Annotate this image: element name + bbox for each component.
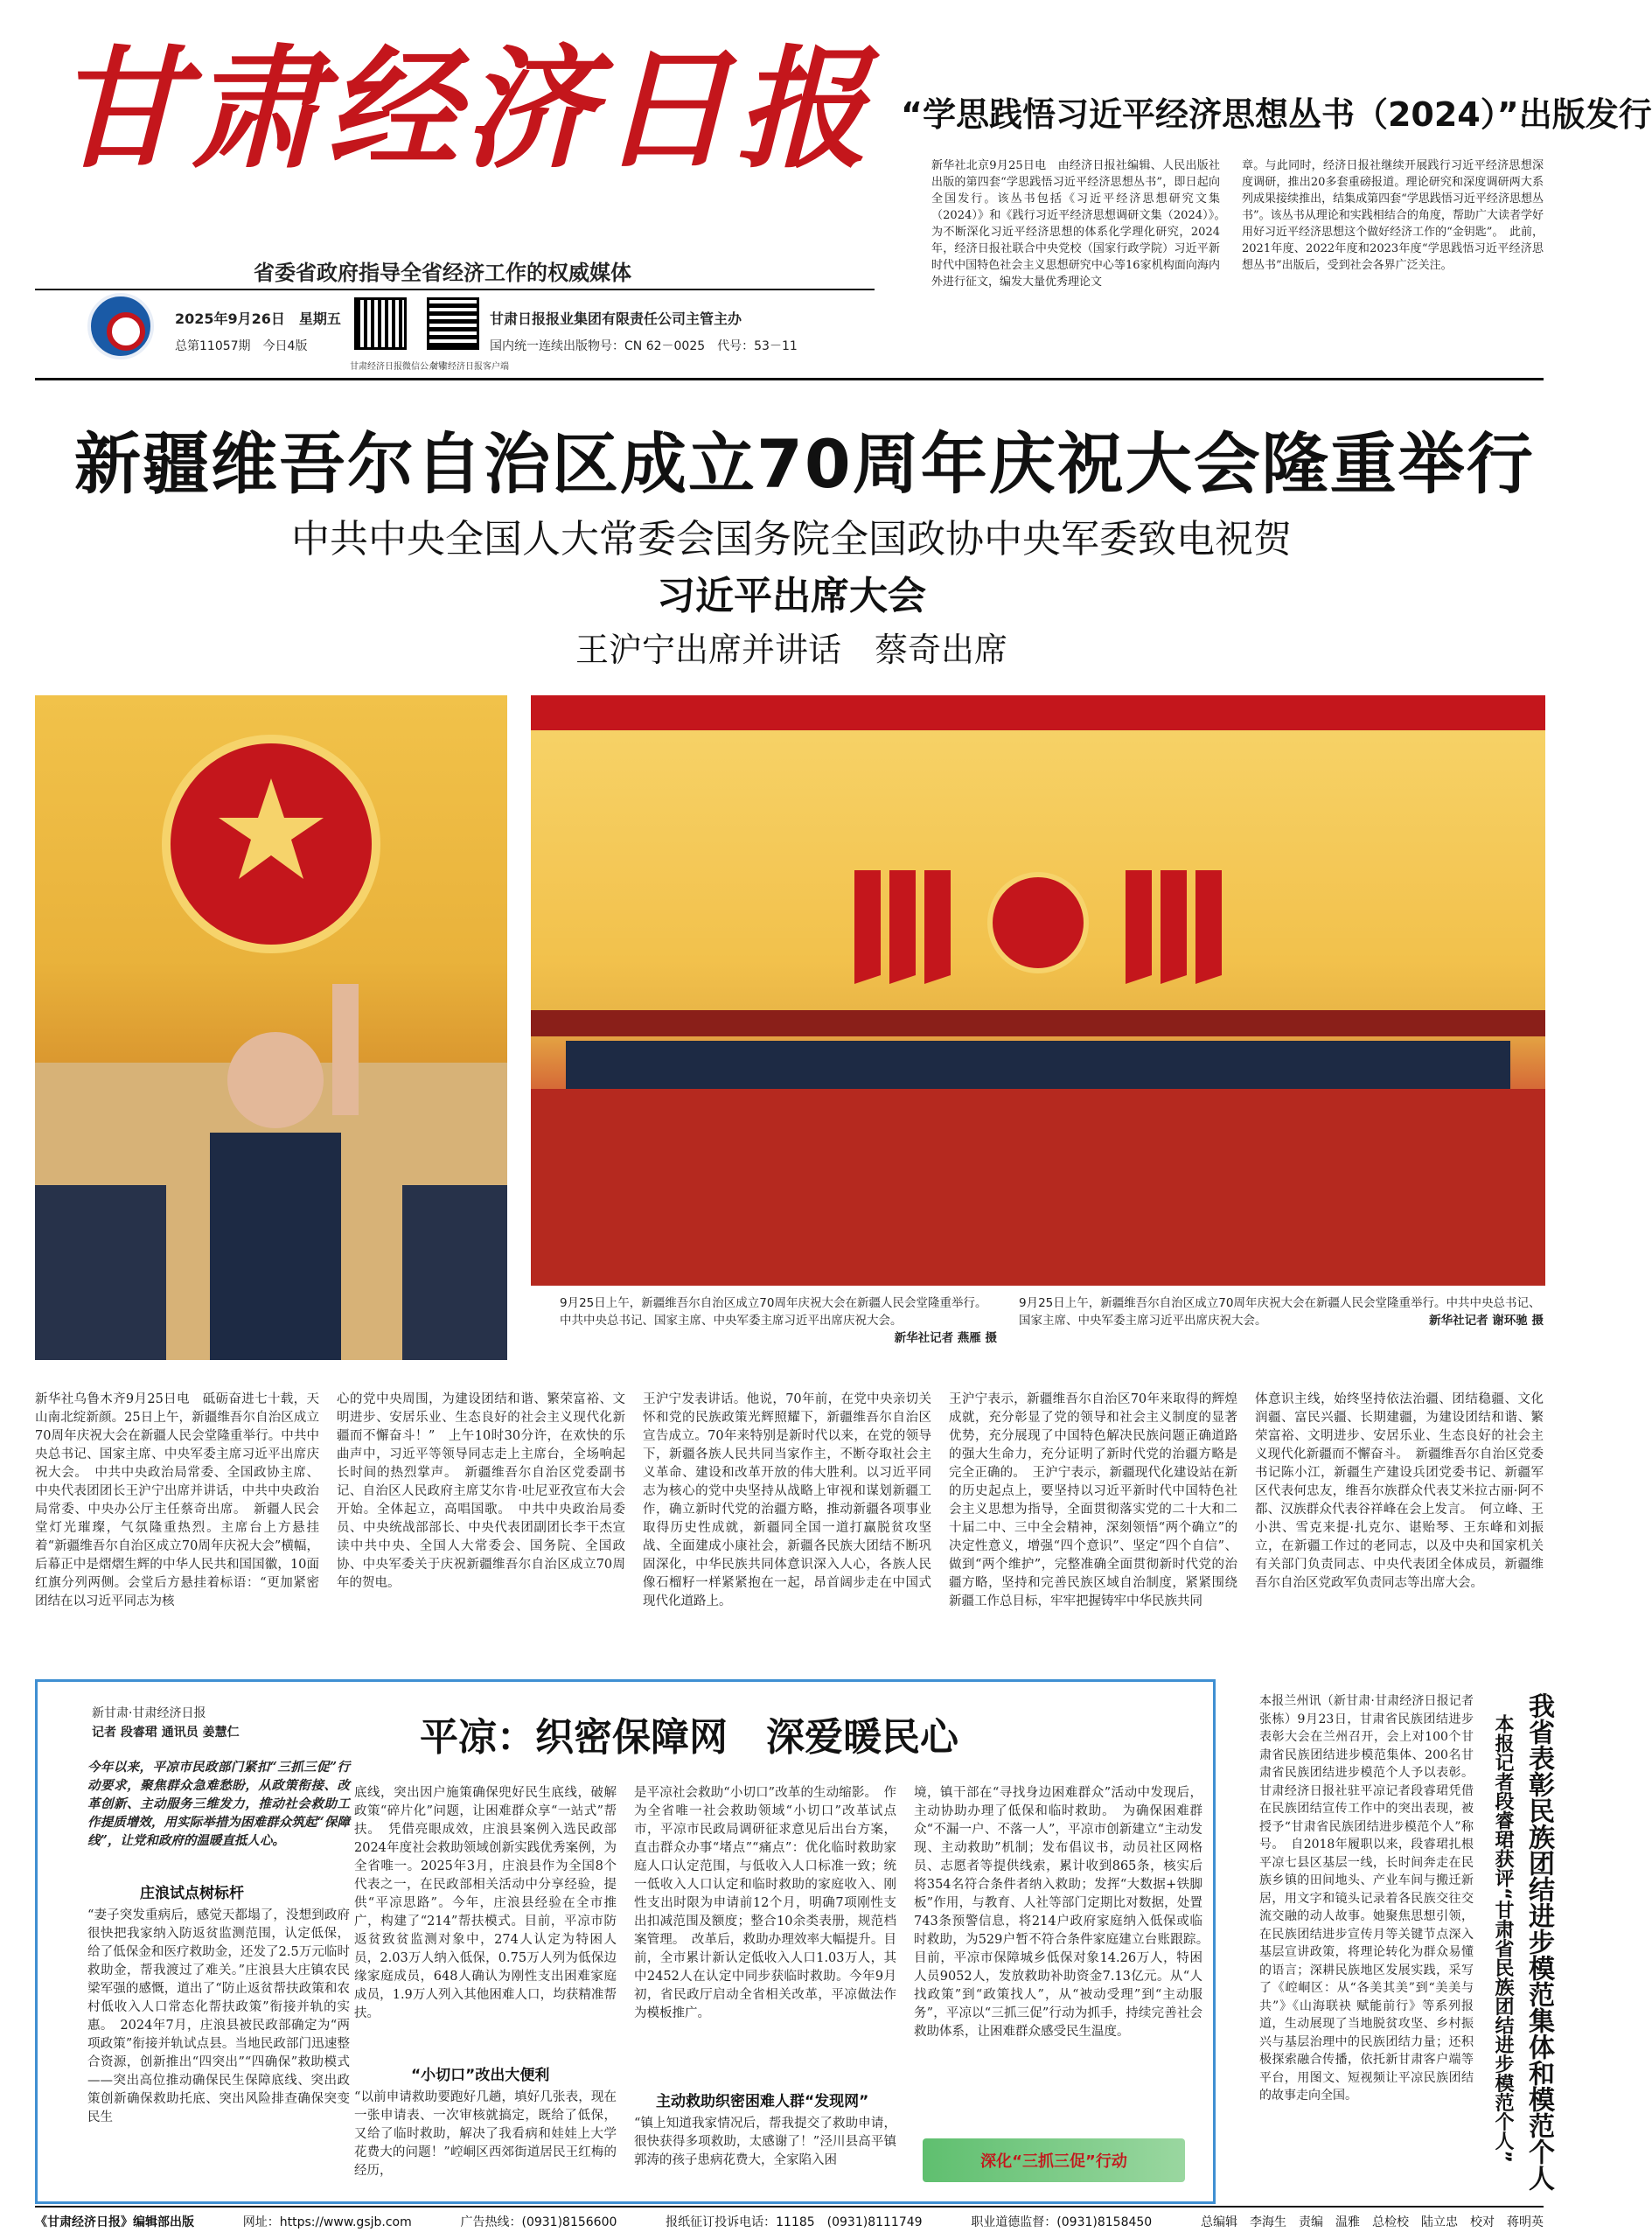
qr-caption-app: 甘肃经济日报客户端 [430, 362, 509, 372]
lead-subhead-1: 中共中央全国人大常委会国务院全国政协中央军委致电祝贺 [291, 517, 1292, 561]
top-news-headline: “学思践悟习近平经济思想丛书（2024）”出版发行 [901, 95, 1652, 134]
serial-line: 国内统一连续出版物号：CN 62－0025 代号：53－11 [490, 339, 798, 353]
footer-complaint-line: 报纸征订投诉电话：11185 (0931)8111749 [666, 2215, 923, 2229]
lead-column-2: 心的党中央周围，为建设团结和谐、繁荣富裕、文明进步、安居乐业、生态良好的社会主义现代化新疆而不懈奋斗！” 上午10时30分许，在欢快的乐曲声中，习近平等领导同志走上主席台，全场响起长时间的热烈掌声。 新疆维吾尔自治区党委副书记、自治区人民政府主席艾尔肯·吐尼亚孜宣布大会开始。全体起立，高唱国歌。 中共中央政治局委员、中央统战部部长、中央代表团副团长李干杰宣读中共中央、全国人大常委会、国务院、全国政协、中央军委关于庆祝新疆维吾尔自治区成立70周年的贺电。 [337, 1392, 625, 1590]
feature-subhead-1: 庄浪试点树标杆 [140, 1885, 244, 1902]
feature-column-1: “妻子突发重病后，感觉天都塌了，没想到政府很快把我家纳入防返贫监测范围，认定低保，给了低保金和医疗救助金，还发了2.5万元临时救助金，帮我渡过了难关。”庄浪县大庄镇农民梁军强的感慨，道出了“防止返贫帮扶政策和农村低收入人口常态化帮扶政策”衔接并轨的实惠。 2024年7月，庄浪县被民政部确定为“两项政策”衔接并轨试点县。当地民政部门迅速整合资源，创新推出“四突出”“四确保”救助模式——突出高位推动确保民生保障底线、突出政策创新确保救助托底、突出风险排查确保突变民生 [87, 1908, 350, 2124]
newspaper-logo-icon [87, 293, 154, 359]
feature-byline-names: 记者 段睿珺 通讯员 姜慧仁 [92, 1726, 240, 1740]
feature-intro: 今年以来，平凉市民政部门紧扣“三抓三促”行动要求，聚焦群众急难愁盼，从政策衔接、改革创新、主动服务三维发力，推动社会救助工作提质增效，用实际举措为困难群众筑起“保障线”，让党和政府的温暖直抵人心。 [87, 1760, 350, 1848]
wechat-qr-code[interactable] [354, 297, 407, 350]
lead-subhead-2: 习近平出席大会 [657, 574, 926, 618]
footer-editor: 《甘肃经济日报》编辑部出版 [35, 2215, 194, 2229]
publisher-line: 甘肃日报报业集团有限责任公司主管主办 [490, 310, 742, 327]
side-story-title: 我省表彰民族团结进步模范集体和模范个人 [1523, 1692, 1554, 2191]
masthead-title: 甘肃经济日报 [54, 32, 874, 186]
feature-title: 平凉：织密保障网 深爱暖民心 [420, 1715, 958, 1760]
header-divider [35, 378, 1544, 380]
footer-ethics-line: 职业道德监督：(0931)8158450 [971, 2215, 1153, 2229]
footer-staff: 总编辑 李海生 责编 温雅 总检校 陆立忠 校对 蒋明英 [1200, 2215, 1544, 2229]
masthead-slogan: 省委省政府指导全省经济工作的权威媒体 [254, 261, 631, 285]
app-qr-code[interactable] [427, 297, 479, 350]
feature-column-2b: “以前申请救助要跑好几趟，填好几张表，现在一张申请表、一次审核就搞定，既给了低保，又给了临时救助，解决了我看病和娃娃上大学花费大的问题！”崆峒区西郊街道居民王红梅的经历， [354, 2090, 617, 2178]
masthead-divider [35, 289, 875, 290]
qr-caption-wechat: 甘肃经济日报微信公众号 [350, 362, 446, 372]
feature-column-3b: “镇上知道我家情况后，帮我提交了救助申请，很快获得多项救助，太感谢了！”泾川县高平镇郭涛的孩子患病花费大，全家陷入困 [634, 2117, 896, 2167]
caption-text: 9月25日上午，新疆维吾尔自治区成立70周年庆祝大会在新疆人民会堂隆重举行。中共中央总书记、国家主席、中央军委主席习近平出席庆祝大会。 [560, 1296, 987, 1328]
footer-bar [35, 2213, 1544, 2230]
photo-assembly-hall [531, 695, 1545, 1286]
caption-credit: 新华社记者 谢环驰 摄 [1429, 1314, 1544, 1328]
caption-text: 9月25日上午，新疆维吾尔自治区成立70周年庆祝大会在新疆人民会堂隆重举行。中共中央总书记、国家主席、中央军委主席习近平出席庆祝大会。 [1019, 1296, 1541, 1328]
caption-credit: 新华社记者 燕雁 摄 [894, 1331, 997, 1345]
top-news-column-2: 章。与此同时，经济日报社继续开展践行习近平经济思想深度调研，推出20多套重磅报道。理论研究和深度调研两大系列成果接续推出，结集成第四套“学思践悟习近平经济思想丛书”。该丛书从理论和实践相结合的角度，帮助广大读者学好用好习近平经济思想这个做好经济工作的“金钥匙”。 此前，2021年度、2022年度和2023年度“学思践悟习近平经济思想丛书”出版后，受到社会各界广泛关注。 [1242, 159, 1544, 272]
photo-caption-2 [560, 1294, 997, 1347]
top-news-column-1: 新华社北京9月25日电 由经济日报社编辑、人民出版社出版的第四套“学思践悟习近平经济思想丛书”，即日起向全国发行。该丛书包括《习近平经济思想研究文集（2024）》和《践行习近平经济思想调研文集（2024）》。 为不断深化习近平经济思想的体系化学理化研究，2024年，经济日报社联合中央党校（国家行政学院）习近平新时代中国特色社会主义思想研究中心等16家机构面向海内外进行征文，编发大量优秀理论文 [931, 159, 1232, 289]
lead-column-5: 体意识主线，始终坚持依法治疆、团结稳疆、文化润疆、富民兴疆、长期建疆，为建设团结和谐、繁荣富裕、文明进步、安居乐业、生态良好的社会主义现代化新疆而不懈奋斗。 新疆维吾尔自治区党委书记陈小江，新疆生产建设兵团党委书记、新疆军区代表何忠友，维吾尔族群众代表艾米拉古丽·阿不都、汉族群众代表谷祥峰在会上发言。 何立峰、王小洪、雪克来提·扎克尔、谌贻琴、王东峰和刘振立，在新疆工作过的老同志，以及中央和国家机关有关部门负责同志、中央代表团全体成员，新疆维吾尔自治区党政军负责同志等出席大会。 [1255, 1392, 1544, 1590]
feature-column-2: 底线，突出因户施策确保兜好民生底线，破解政策“碎片化”问题，让困难群众享“一站式”帮扶。 凭借亮眼成效，庄浪县案例入选民政部2024年度社会救助领域创新实践优秀案例，为全省唯一。2025年3月，庄浪县作为全国8个代表之一，在民政部相关活动中分享经验，提供“平凉思路”。今年，庄浪县经验在全市推广，构建了“214”帮扶模式。目前，平凉市防返贫致贫监测对象中，274人认定为特困人员，2.03万人纳入低保，0.75万人列为低保边缘家庭成员，648人确认为刚性支出困难家庭成员，1.9万人列入其他困难人口，均获精准帮扶。 [354, 1786, 617, 2020]
footer-ad-hotline: 广告热线：(0931)8156600 [460, 2215, 617, 2229]
lead-column-4: 王沪宁表示，新疆维吾尔自治区70年来取得的辉煌成就，充分彰显了党的领导和社会主义制度的显著优势，充分展现了中国特色解决民族问题正确道路的强大生命力，充分证明了新时代党的治疆方略是完全正确的。 王沪宁表示，新疆现代化建设站在新的历史起点上，要坚持以习近平新时代中国特色社会主义思想为指导，全面贯彻落实党的二十大和二十届二中、三中全会精神，深刻领悟“两个确立”的决定性意义，增强“四个意识”、坚定“四个自信”、做到“两个维护”，完整准确全面贯彻新时代党的治疆方略，坚持和完善民族区域自治制度，紧紧围绕新疆工作总目标，牢牢把握铸牢中华民族共同 [949, 1392, 1237, 1608]
feature-byline-org: 新甘肃·甘肃经济日报 [92, 1706, 206, 1720]
lead-column-1: 新华社乌鲁木齐9月25日电 砥砺奋进七十载，天山南北绽新颜。25日上午，新疆维吾尔自治区成立70周年庆祝大会在新疆人民会堂隆重举行。中共中央总书记、国家主席、中央军委主席习近平出席庆祝大会。 中共中央政治局常委、全国政协主席、中央代表团团长王沪宁出席并讲话，中共中央政治局常委、中央办公厅主任蔡奇出席。 新疆人民会堂灯光璀璨，气氛隆重热烈。主席台上方悬挂着“新疆维吾尔自治区成立70周年庆祝大会”横幅，后幕正中是熠熠生辉的中华人民共和国国徽，10面红旗分列两侧。会堂后方悬挂着标语：“更加紧密团结在以习近平同志为核 [35, 1392, 319, 1608]
feature-subhead-2: “小切口”改出大便利 [411, 2067, 550, 2084]
feature-subhead-3: 主动救助织密困难人群“发现网” [656, 2093, 869, 2110]
feature-column-4: 境，镇干部在“寻找身边困难群众”活动中发现后，主动协助办理了低保和临时救助。 为确保困难群众“不漏一户、不落一人”，平凉市创新建立“主动发现、主动救助”机制；发布倡议书，动员社区网格员、志愿者等提供线索，累计收到865条，核实后将354名符合条件者纳入救助；发挥“大数据+铁脚板”作用，与教育、人社等部门定期比对数据，处置743条预警信息，将214户政府家庭纳入低保或临时救助，为529户暂不符合条件家庭建立台账跟踪。 目前，平凉市保障城乡低保对象14.26万人，特困人员9052人，发放救助补助资金7.13亿元。从“人找政策”到“政策找人”，从“被动受理”到“主动服务”，平凉以“三抓三促”行动为抓手，持续完善社会救助体系，让困难群众感受民生温度。 [914, 1786, 1216, 2039]
side-story-subtitle: 本报记者段睿珺获评“甘肃省民族团结进步模范个人” [1492, 1714, 1514, 2163]
feature-column-3: 是平凉社会救助“小切口”改革的生动缩影。 作为全省唯一社会救助领域“小切口”改革试点市，平凉市民政局调研征求意见后出台方案，直击群众办事“堵点”“痛点”：优化临时救助家庭人口认定范围，与低收入人口标准一致；统一低收入人口认定和临时救助的家庭收入、刚性支出时限为申请前12个月，明确7项刚性支出扣减范围及额度；整合10余类表册，规范档案管理。 改革后，救助办理效率大幅提升。目前，全市累计新认定低收入人口1.03万人，其中2452人在认定中同步获临时救助。今年9月初，省民政厅启动全省相关改革，平凉做法作为模板推广。 [634, 1786, 896, 2020]
footer-divider [35, 2206, 1544, 2208]
photo-caption-3 [1019, 1294, 1544, 1329]
photo-leader-waving [35, 695, 507, 1360]
campaign-banner: 深化“三抓三促”行动 [923, 2138, 1185, 2182]
date-line: 2025年9月26日 星期五 [175, 310, 341, 327]
issue-line: 总第11057期 今日4版 [175, 339, 308, 353]
side-story-text: 本报兰州讯（新甘肃·甘肃经济日报记者张栋）9月23日，甘肃省民族团结进步表彰大会在兰州召开，会上对100个甘肃省民族团结进步模范集体、200名甘肃省民族团结进步模范个人予以表彰。甘肃经济日报社驻平凉记者段睿珺凭借在民族团结宣传工作中的突出表现，被授予“甘肃省民族团结进步模范个人”称号。 自2018年履职以来，段睿珺扎根平凉七县区基层一线，长时间奔走在民族乡镇的田间地头、产业车间与搬迁新居，用文字和镜头记录着各民族交往交流交融的动人故事。她聚焦思想引领，在民族团结进步宣传月等关键节点深入基层宣讲政策，将理论转化为群众易懂的语言；深耕民族地区发展实践，采写了《崆峒区：从“各美其美”到“美美与共”》《山海联袂 赋能前行》等系列报道，生动展现了当地脱贫攻坚、乡村振兴与基层治理中的民族团结力量；还积极探索融合传播，依托新甘肃客户端等平台，用图文、短视频让平凉民族团结的故事走向全国。 [1259, 1694, 1474, 2103]
lead-headline: 新疆维吾尔自治区成立70周年庆祝大会隆重举行 [74, 425, 1535, 503]
lead-subhead-3: 王沪宁出席并讲话 蔡奇出席 [575, 631, 1007, 669]
footer-url[interactable]: 网址：https://www.gsjb.com [242, 2215, 412, 2229]
lead-column-3: 王沪宁发表讲话。他说，70年前，在党中央亲切关怀和党的民族政策光辉照耀下，新疆维吾尔自治区宣告成立。70年来特别是新时代以来，在党的领导下，新疆各族人民共同当家作主，不断夺取社会主义革命、建设和改革开放的伟大胜利。以习近平同志为核心的党中央坚持从战略上审视和谋划新疆工作，确立新时代党的治疆方略，推动新疆各项事业取得历史性成就，新疆同全国一道打赢脱贫攻坚战、全面建成小康社会，新疆各民族大团结不断巩固深化，中华民族共同体意识深入人心，各族人民像石榴籽一样紧紧抱在一起，昂首阔步走在中国式现代化道路上。 [643, 1392, 931, 1608]
